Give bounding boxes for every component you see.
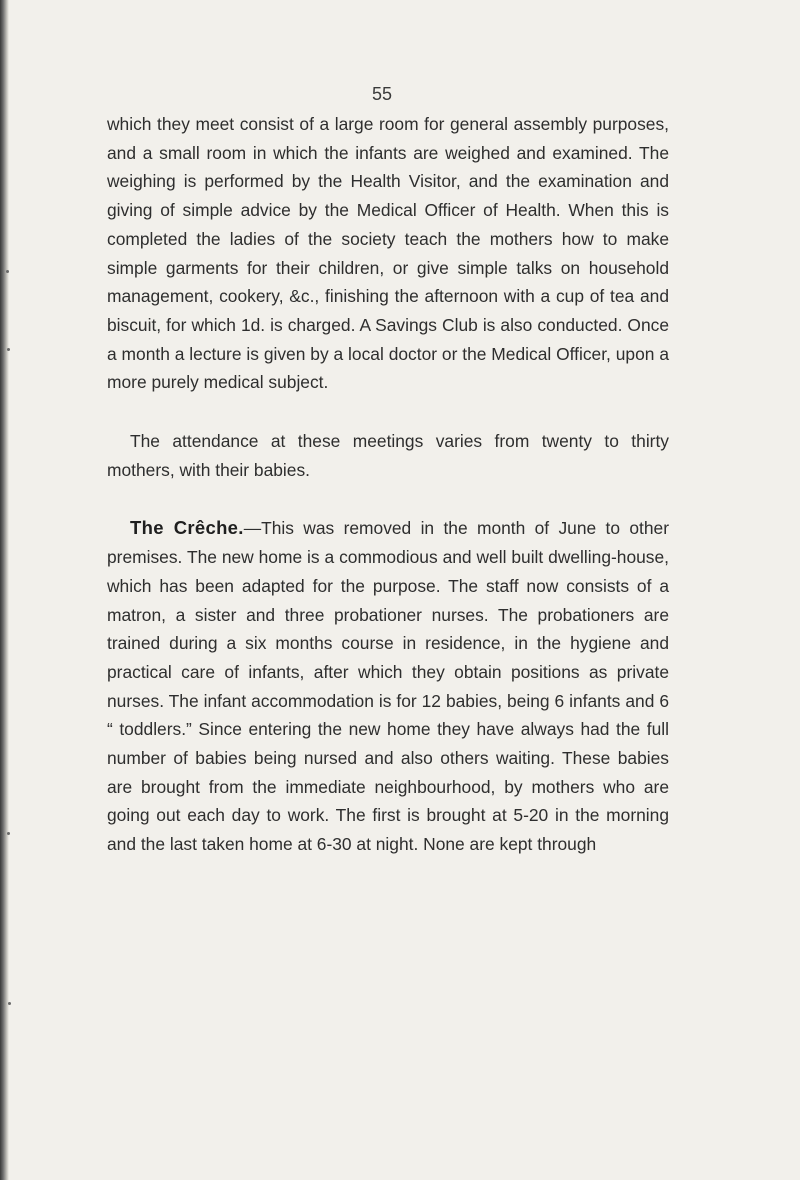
page-body <box>107 110 669 859</box>
paragraph-creche-body: —This was removed in the month of June to other premises. The new home is a commodious and well built dwelling-house, which has been adapted for the purpose. The staff now consists of a matron, a sister and three probationer nurses. The probationers are trained during a six months course in residence, in the hygiene and practical care of infants, after which they obtain positions as private nurses. The infant accommodation is for 12 babies, being 6 infants and 6 “ toddlers.” Since entering the new home they have always had the full number of babies being nursed and also others waiting. These babies are brought from the immediate neighbourhood, by mothers who are going out each day to work. The first is brought at 5-20 in the morning and the last taken home at 6-30 at night. None are kept through <box>107 518 670 855</box>
paragraph-creche <box>107 514 669 858</box>
paragraph-meeting-rooms: which they meet consist of a large room for general assembly purposes, and a small room in which the infants are weighed and examined. The weighing is performed by the Health Visitor, and the examination and giving of simple advice by the Medical Officer of Health. When this is completed the ladies of the society teach the mothers how to make simple garments for their children, or give simple talks on household management, cookery, &c., finishing the afternoon with a cup of tea and biscuit, for which 1d. is charged. A Savings Club is also conducted. Once a month a lecture is given by a local doctor or the Medical Officer, upon a more purely medical subject. <box>107 114 669 393</box>
section-heading-creche: The Crêche. <box>130 517 244 539</box>
paragraph-attendance: The attendance at these meetings varies from twenty to thirty mothers, with their babies. <box>107 431 669 480</box>
page-number: 55 <box>371 84 393 104</box>
